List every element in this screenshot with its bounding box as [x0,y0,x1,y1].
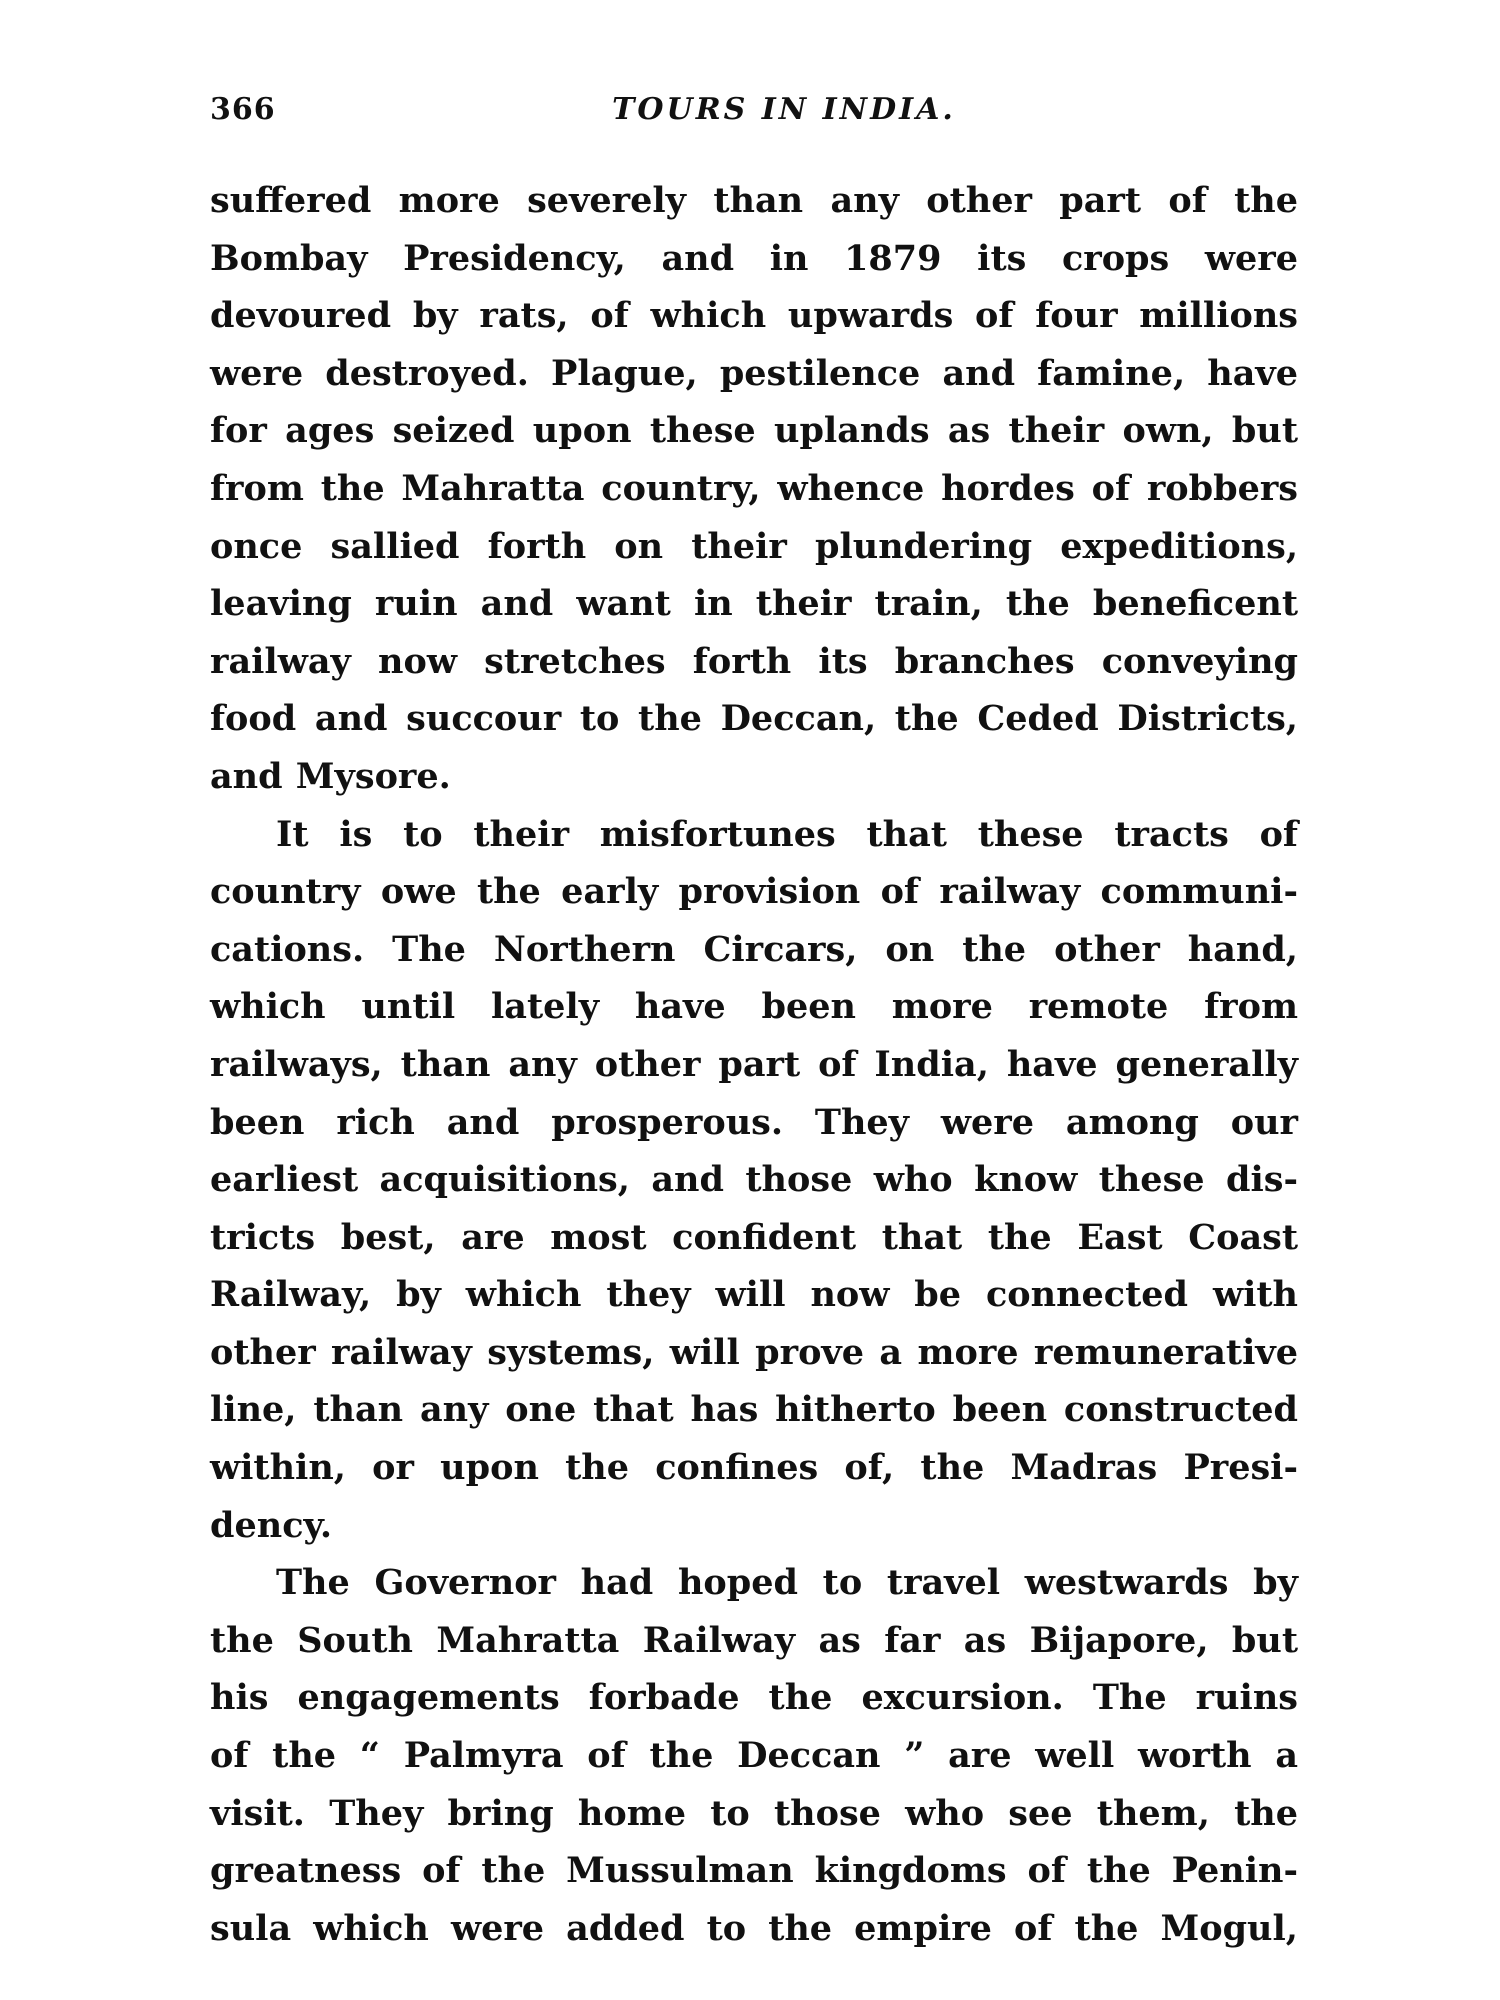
running-head [210,92,1298,132]
running-title: TOURS IN INDIA. [612,92,956,127]
text-line: for ages seized upon these uplands as their own, but [210,410,1298,452]
text-line: earliest acquisitions, and those who know these dis- [210,1159,1298,1201]
text-line: visit. They bring home to those who see them, the [210,1792,1298,1834]
text-line: and Mysore. [210,755,451,797]
paragraph-2 [210,806,1298,1555]
text-line: tricts best, are most confident that the East Coast [210,1216,1298,1258]
page-number: 366 [210,92,276,127]
text-line: cations. The Northern Circars, on the other hand, [210,928,1298,970]
text-line: of the “ Palmyra of the Deccan ” are well worth a [210,1735,1298,1777]
text-line: once sallied forth on their plundering expeditions, [210,525,1298,567]
text-line: were destroyed. Plague, pestilence and famine, have [210,352,1298,394]
text-line: railways, than any other part of India, have generally [210,1043,1298,1085]
text-line: railway now stretches forth its branches conveying [210,640,1298,682]
text-line: devoured by rats, of which upwards of four millions [210,295,1298,337]
text-line: other railway systems, will prove a more remunerative [210,1331,1298,1373]
paragraph-1 [210,172,1298,806]
text-line: been rich and prosperous. They were among our [210,1101,1298,1143]
text-line: greatness of the Mussulman kingdoms of the Penin- [210,1850,1298,1892]
text-line: sula which were added to the empire of the Mogul, [210,1907,1298,1949]
body-text [210,172,1298,1957]
paragraph-3 [210,1554,1298,1957]
text-line: Railway, by which they will now be connected with [210,1274,1298,1316]
text-line: The Governor had hoped to travel westwards by [276,1562,1298,1604]
text-line: It is to their misfortunes that these tracts of [276,813,1298,855]
text-line: leaving ruin and want in their train, the beneficent [210,583,1298,625]
text-line: suffered more severely than any other part of the [210,180,1298,221]
text-line: line, than any one that has hitherto been constructed [210,1389,1298,1431]
text-line: country owe the early provision of railway communi- [210,871,1298,913]
book-page [210,92,1298,1957]
text-line: Bombay Presidency, and in 1879 its crops were [210,237,1298,279]
text-line: food and succour to the Deccan, the Ceded Districts, [210,698,1298,740]
text-line: which until lately have been more remote from [210,986,1298,1028]
text-line: the South Mahratta Railway as far as Bijapore, but [210,1619,1298,1661]
text-line: his engagements forbade the excursion. The ruins [210,1677,1298,1719]
text-line: dency. [210,1504,333,1546]
text-line: from the Mahratta country, whence hordes of robbers [210,467,1298,509]
text-line: within, or upon the confines of, the Madras Presi- [210,1447,1298,1489]
